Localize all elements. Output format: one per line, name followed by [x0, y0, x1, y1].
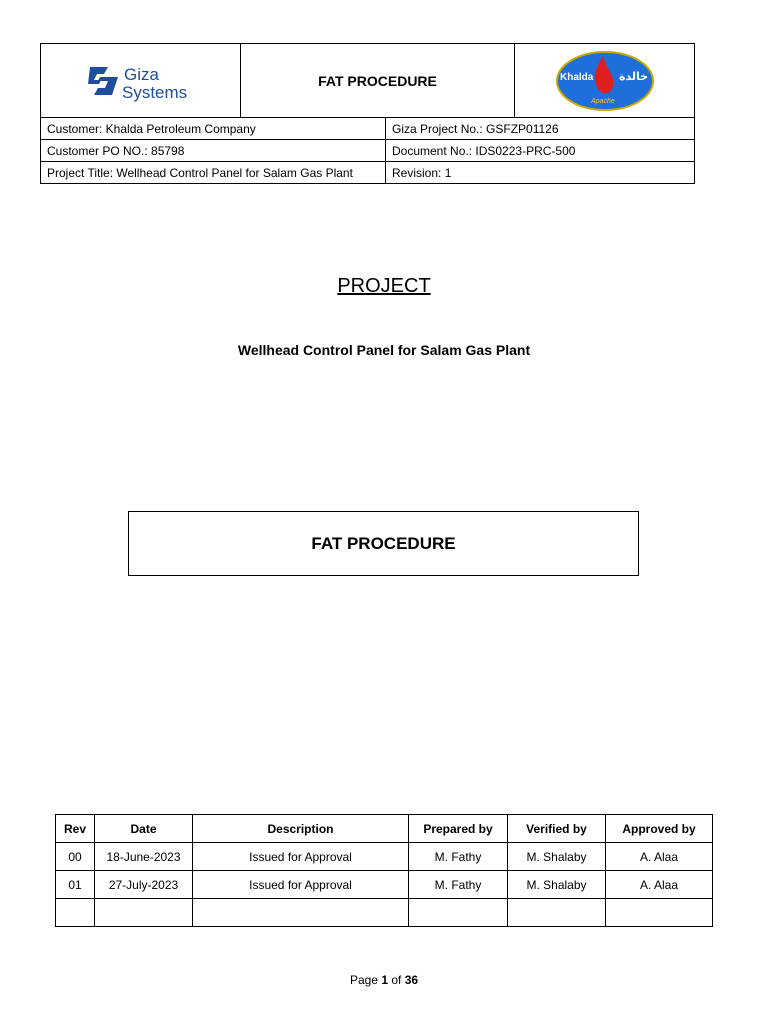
- date-cell: 18-June-2023: [95, 843, 193, 871]
- footer-of: of: [391, 973, 402, 987]
- revision-table-header: [56, 815, 713, 843]
- approved-by-cell: A. Alaa: [606, 871, 713, 899]
- table-row: [56, 899, 713, 927]
- header-title: FAT PROCEDURE: [241, 44, 515, 117]
- info-row: [41, 140, 695, 162]
- revision-cell: Revision: 1: [386, 162, 695, 184]
- fat-procedure-box: FAT PROCEDURE: [128, 511, 639, 576]
- giza-logo-line1: Giza: [123, 64, 159, 84]
- header-verified-by: Verified by: [508, 815, 606, 843]
- project-title-cell: Project Title: Wellhead Control Panel for Salam Gas Plant: [41, 162, 386, 184]
- verified-by-cell: [508, 899, 606, 927]
- table-row: [56, 871, 713, 899]
- description-cell: Issued for Approval: [193, 843, 409, 871]
- header-approved-by: Approved by: [606, 815, 713, 843]
- customer-po-cell: Customer PO NO.: 85798: [41, 140, 386, 162]
- prepared-by-cell: M. Fathy: [409, 843, 508, 871]
- giza-systems-logo: [41, 44, 241, 117]
- rev-cell: 00: [56, 843, 95, 871]
- document-header: [40, 43, 695, 118]
- verified-by-cell: M. Shalaby: [508, 843, 606, 871]
- approved-by-cell: A. Alaa: [606, 843, 713, 871]
- header-prepared-by: Prepared by: [409, 815, 508, 843]
- revision-table: [55, 814, 713, 927]
- khalda-logo-tagline: Apache: [590, 97, 615, 105]
- description-cell: Issued for Approval: [193, 871, 409, 899]
- footer-page-number: 1: [381, 973, 388, 987]
- prepared-by-cell: [409, 899, 508, 927]
- approved-by-cell: [606, 899, 713, 927]
- date-cell: [95, 899, 193, 927]
- description-cell: [193, 899, 409, 927]
- date-cell: 27-July-2023: [95, 871, 193, 899]
- info-row: [41, 162, 695, 184]
- khalda-logo-icon: [555, 50, 655, 112]
- khalda-logo: [515, 44, 694, 117]
- project-heading: PROJECT: [337, 275, 431, 297]
- giza-logo-icon: [86, 59, 196, 103]
- prepared-by-cell: M. Fathy: [409, 871, 508, 899]
- page-footer: [0, 973, 768, 987]
- giza-logo-line2: Systems: [121, 82, 187, 102]
- document-info-table: [40, 117, 695, 184]
- header-rev: Rev: [56, 815, 95, 843]
- info-row: [41, 118, 695, 140]
- khalda-logo-arabic: خالدة: [618, 69, 648, 83]
- verified-by-cell: M. Shalaby: [508, 871, 606, 899]
- header-date: Date: [95, 815, 193, 843]
- header-description: Description: [193, 815, 409, 843]
- document-no-cell: Document No.: IDS0223-PRC-500: [386, 140, 695, 162]
- footer-total-pages: 36: [404, 973, 419, 987]
- rev-cell: 01: [56, 871, 95, 899]
- khalda-logo-latin: Khalda: [559, 71, 593, 83]
- rev-cell: [56, 899, 95, 927]
- project-name: Wellhead Control Panel for Salam Gas Plant: [237, 342, 531, 358]
- table-row: [56, 843, 713, 871]
- customer-cell: Customer: Khalda Petroleum Company: [41, 118, 386, 140]
- project-no-cell: Giza Project No.: GSFZP01126: [386, 118, 695, 140]
- footer-prefix: Page: [349, 973, 378, 987]
